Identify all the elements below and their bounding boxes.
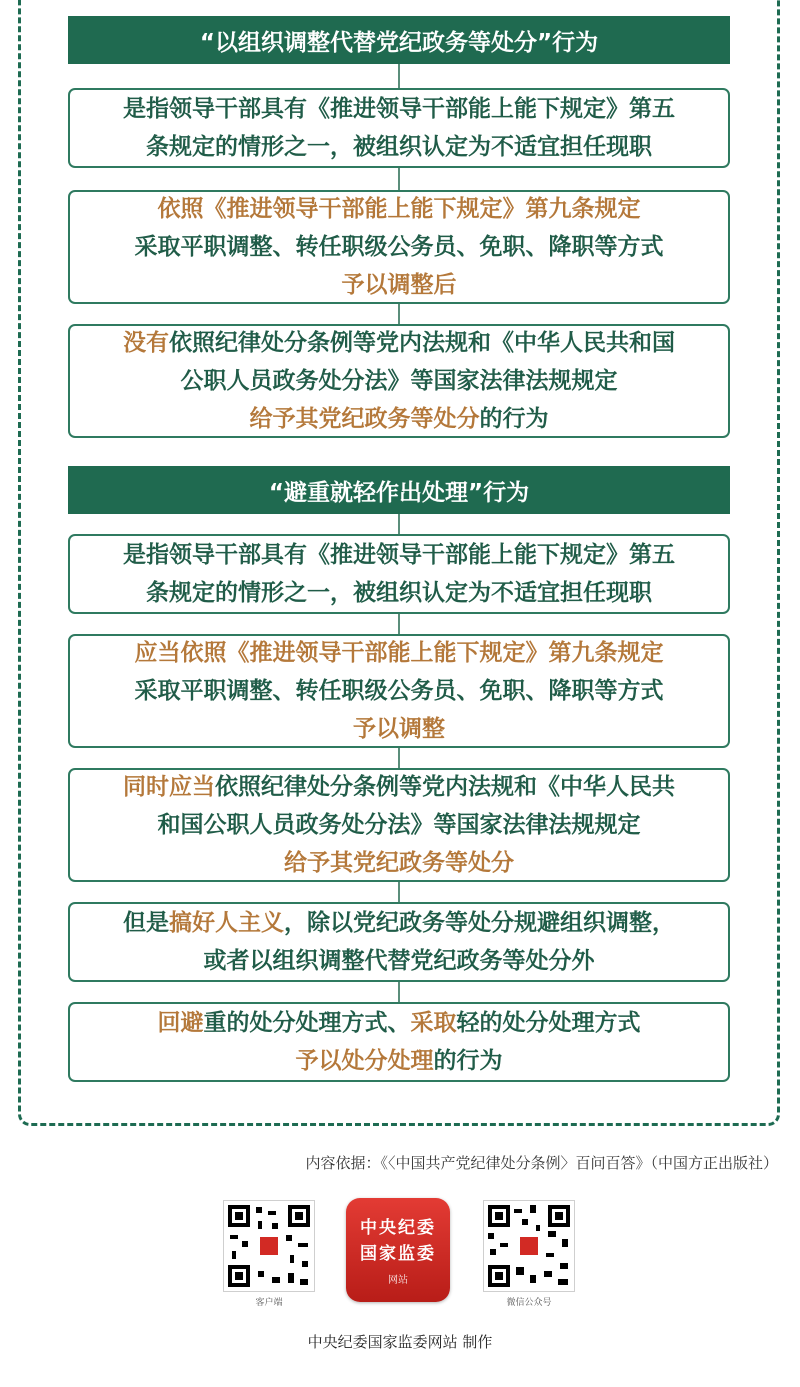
connector-line xyxy=(398,982,400,1002)
connector-line xyxy=(398,64,400,88)
section1-box3 xyxy=(68,324,730,438)
plain-text: 的行为 xyxy=(479,406,549,432)
connector-line xyxy=(398,882,400,902)
text-line: 采取平职调整、转任职级公务员、免职、降职等方式 xyxy=(134,678,664,704)
text-line: 条规定的情形之一，被组织认定为不适宜担任现职 xyxy=(146,580,652,606)
connector-line xyxy=(398,614,400,634)
text-line: 予以调整 xyxy=(353,716,445,742)
section2-box4 xyxy=(68,902,730,982)
section2-box3 xyxy=(68,768,730,882)
logo-text: 国家监委 xyxy=(360,1243,436,1264)
plain-text: 的行为 xyxy=(433,1048,503,1074)
text-line: 采取平职调整、转任职级公务员、免职、降职等方式 xyxy=(134,234,664,260)
text-line xyxy=(123,904,675,942)
text-line xyxy=(123,324,675,362)
plain-text: ，除以党纪政务等处分规避组织调整， xyxy=(284,910,675,936)
qr-code-icon xyxy=(224,1201,314,1291)
plain-text: 重的处分处理方式、 xyxy=(203,1010,411,1036)
text-line: 应当依照《推进领导干部能上能下规定》第九条规定 xyxy=(134,640,664,666)
text-line xyxy=(296,1042,503,1080)
section2-box5 xyxy=(68,1002,730,1082)
section1-header: “以组织调整代替党纪政务等处分”行为 xyxy=(68,16,730,64)
plain-text: 轻的处分处理方式 xyxy=(456,1010,641,1036)
highlight-text: 给予其党纪政务等处分 xyxy=(249,406,480,432)
highlight-text: 同时应当 xyxy=(123,774,215,800)
text-line xyxy=(158,1004,641,1042)
text-line: 依照《推进领导干部能上能下规定》第九条规定 xyxy=(157,196,641,222)
section2-header: “避重就轻作出处理”行为 xyxy=(68,466,730,514)
connector-line xyxy=(398,748,400,768)
qr-code-wechat[interactable] xyxy=(483,1200,575,1292)
highlight-text: 采取 xyxy=(410,1010,457,1036)
text-line: 予以调整后 xyxy=(341,272,457,298)
qr-right-caption: 微信公众号 xyxy=(506,1298,552,1308)
section1-box2 xyxy=(68,190,730,304)
highlight-text: 回避 xyxy=(157,1010,204,1036)
maker-credit: 中央纪委国家监委网站 制作 xyxy=(307,1333,493,1351)
qr-left-caption: 客户端 xyxy=(255,1298,283,1308)
text-line: 和国公职人员政务处分法》等国家法律法规规定 xyxy=(157,812,641,838)
plain-text: 依照纪律处分条例等党内法规和《中华人民共和国 xyxy=(169,330,675,356)
section2-box1 xyxy=(68,534,730,614)
connector-line xyxy=(398,168,400,190)
section1-box1 xyxy=(68,88,730,168)
text-line: 条规定的情形之一，被组织认定为不适宜担任现职 xyxy=(146,134,652,160)
highlight-text: 予以处分处理 xyxy=(295,1048,434,1074)
plain-text: 依照纪律处分条例等党内法规和《中华人民共 xyxy=(215,774,675,800)
qr-code-client[interactable] xyxy=(223,1200,315,1292)
connector-line xyxy=(398,304,400,324)
text-line xyxy=(123,768,675,806)
connector-line xyxy=(398,514,400,534)
highlight-text: 没有 xyxy=(123,330,169,356)
content-source: 内容依据：《〈中国共产党纪律处分条例〉百问百答》（中国方正出版社） xyxy=(305,1154,778,1172)
section2-box2 xyxy=(68,634,730,748)
text-line: 给予其党纪政务等处分 xyxy=(284,850,514,876)
text-line xyxy=(250,400,549,438)
text-line: 公职人员政务处分法》等国家法律法规规定 xyxy=(180,368,618,394)
qr-code-icon xyxy=(484,1201,574,1291)
text-line: 是指领导干部具有《推进领导干部能上能下规定》第五 xyxy=(123,542,675,568)
highlight-text: 搞好人主义 xyxy=(169,910,284,936)
site-logo[interactable] xyxy=(346,1198,450,1302)
text-line: 是指领导干部具有《推进领导干部能上能下规定》第五 xyxy=(123,96,675,122)
text-line: 或者以组织调整代替党纪政务等处分外 xyxy=(203,948,595,974)
logo-text: 中央纪委 xyxy=(360,1217,436,1238)
logo-text: 网站 xyxy=(388,1274,408,1286)
plain-text: 但是 xyxy=(123,910,169,936)
